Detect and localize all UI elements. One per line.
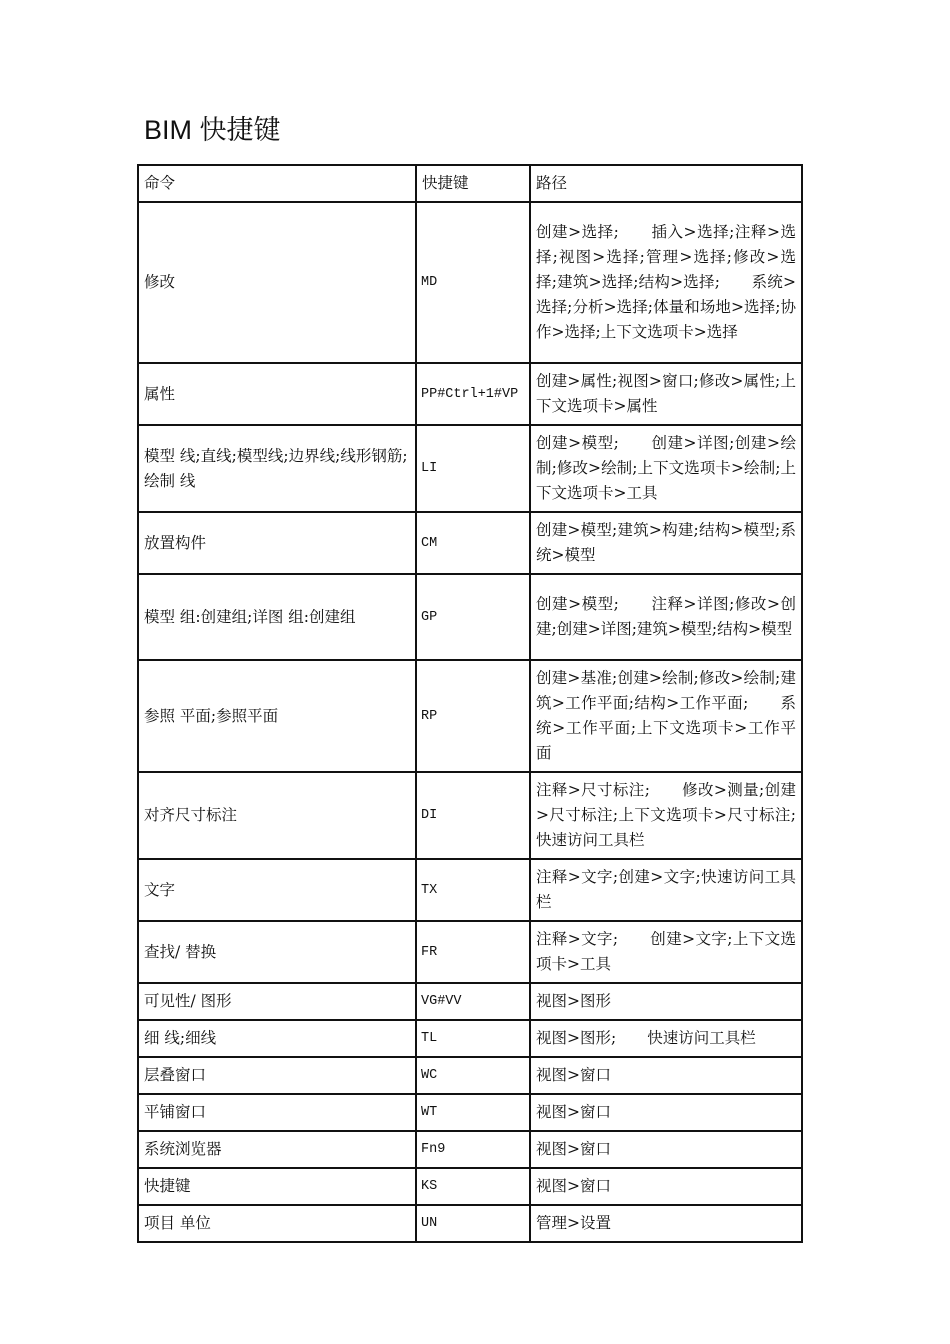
shortcut-cell: FR <box>416 921 530 983</box>
table-row <box>138 1168 802 1205</box>
path-cell: 创建>选择; 插入>选择;注释>选择;视图>选择;管理>选择;修改>选择;建筑>选择;结构>选择; 系统>选择;分析>选择;体量和场地>选择;协作>选择;上下文选项卡>选择 <box>530 202 802 363</box>
path-cell: 创建>属性;视图>窗口;修改>属性;上下文选项卡>属性 <box>530 363 802 425</box>
shortcut-cell: CM <box>416 512 530 574</box>
path-cell: 管理>设置 <box>530 1205 802 1242</box>
header-shortcut: 快捷键 <box>416 165 530 202</box>
path-cell: 注释>文字;创建>文字;快速访问工具栏 <box>530 859 802 921</box>
table-row <box>138 1094 802 1131</box>
command-cell: 层叠窗口 <box>138 1057 416 1094</box>
path-cell: 注释>尺寸标注; 修改>测量;创建>尺寸标注;上下文选项卡>尺寸标注;快速访问工具栏 <box>530 772 802 859</box>
command-cell: 细 线;细线 <box>138 1020 416 1057</box>
command-cell: 文字 <box>138 859 416 921</box>
table-header-row <box>138 165 802 202</box>
table-row <box>138 425 802 512</box>
path-cell: 注释>文字; 创建>文字;上下文选项卡>工具 <box>530 921 802 983</box>
shortcut-cell: UN <box>416 1205 530 1242</box>
command-cell: 平铺窗口 <box>138 1094 416 1131</box>
command-cell: 模型 线;直线;模型线;边界线;线形钢筋;绘制 线 <box>138 425 416 512</box>
header-command: 命令 <box>138 165 416 202</box>
table-row <box>138 512 802 574</box>
shortcut-cell: TL <box>416 1020 530 1057</box>
path-cell: 视图>窗口 <box>530 1094 802 1131</box>
command-cell: 系统浏览器 <box>138 1131 416 1168</box>
path-cell: 视图>窗口 <box>530 1168 802 1205</box>
command-cell: 属性 <box>138 363 416 425</box>
table-row <box>138 1205 802 1242</box>
path-cell: 视图>窗口 <box>530 1057 802 1094</box>
shortcut-cell: WC <box>416 1057 530 1094</box>
shortcut-cell: PP#Ctrl+1#VP <box>416 363 530 425</box>
table-row <box>138 859 802 921</box>
command-cell: 查找/ 替换 <box>138 921 416 983</box>
shortcut-cell: DI <box>416 772 530 859</box>
table-row <box>138 921 802 983</box>
command-cell: 项目 单位 <box>138 1205 416 1242</box>
command-cell: 对齐尺寸标注 <box>138 772 416 859</box>
command-cell: 放置构件 <box>138 512 416 574</box>
path-cell: 创建>基准;创建>绘制;修改>绘制;建筑>工作平面;结构>工作平面; 系统>工作平面;上下文选项卡>工作平面 <box>530 660 802 772</box>
path-cell: 创建>模型;建筑>构建;结构>模型;系统>模型 <box>530 512 802 574</box>
shortcut-cell: LI <box>416 425 530 512</box>
shortcut-cell: RP <box>416 660 530 772</box>
command-cell: 模型 组:创建组;详图 组:创建组 <box>138 574 416 660</box>
table-row <box>138 363 802 425</box>
table-row <box>138 1131 802 1168</box>
shortcut-cell: VG#VV <box>416 983 530 1020</box>
table-row <box>138 202 802 363</box>
table-row <box>138 574 802 660</box>
path-cell: 视图>图形; 快速访问工具栏 <box>530 1020 802 1057</box>
table-row <box>138 983 802 1020</box>
path-cell: 视图>图形 <box>530 983 802 1020</box>
command-cell: 参照 平面;参照平面 <box>138 660 416 772</box>
path-cell: 创建>模型; 创建>详图;创建>绘制;修改>绘制;上下文选项卡>绘制;上下文选项卡>工具 <box>530 425 802 512</box>
path-cell: 创建>模型; 注释>详图;修改>创建;创建>详图;建筑>模型;结构>模型 <box>530 574 802 660</box>
table-row <box>138 1057 802 1094</box>
command-cell: 快捷键 <box>138 1168 416 1205</box>
shortcut-cell: KS <box>416 1168 530 1205</box>
header-path: 路径 <box>530 165 802 202</box>
shortcut-cell: GP <box>416 574 530 660</box>
command-cell: 可见性/ 图形 <box>138 983 416 1020</box>
shortcut-cell: Fn9 <box>416 1131 530 1168</box>
page-title: BIM 快捷键 <box>144 115 281 145</box>
table-row <box>138 1020 802 1057</box>
shortcut-cell: TX <box>416 859 530 921</box>
command-cell: 修改 <box>138 202 416 363</box>
shortcut-table <box>137 164 803 1243</box>
path-cell: 视图>窗口 <box>530 1131 802 1168</box>
table-row <box>138 772 802 859</box>
shortcut-cell: MD <box>416 202 530 363</box>
table-row <box>138 660 802 772</box>
shortcut-cell: WT <box>416 1094 530 1131</box>
